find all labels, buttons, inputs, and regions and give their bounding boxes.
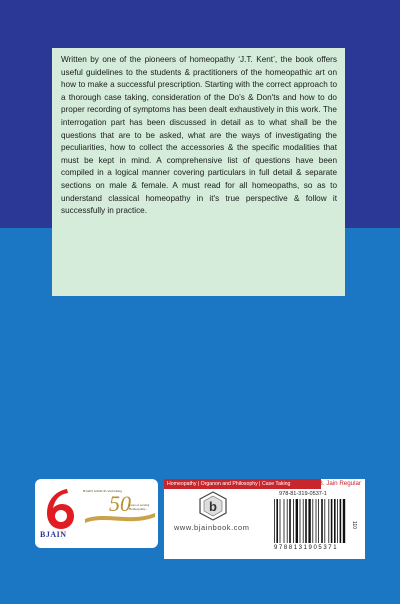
barcode-bar (337, 499, 338, 543)
blurb-box (52, 48, 345, 296)
barcode-bar (287, 499, 288, 543)
barcode-bar (324, 499, 325, 543)
barcode-bar (340, 499, 342, 543)
book-info-panel (164, 479, 365, 559)
barcode-bar (334, 499, 336, 543)
edition-label: B. Jain Regular (318, 480, 361, 487)
barcode-bar (300, 499, 301, 543)
barcode-bar (305, 499, 307, 543)
barcode-bar (321, 499, 323, 543)
barcode-bar (316, 499, 317, 543)
barcode-bar (274, 499, 275, 543)
barcode-bar (308, 499, 310, 543)
group-celebrating-text: BJAIN GROUP celebrating (83, 489, 122, 493)
barcode-bar (280, 499, 281, 543)
website-text: www.bjainbook.com (174, 523, 250, 532)
barcode-bar (328, 499, 329, 543)
barcode-bar (284, 499, 285, 543)
anniversary-text: years of serving Homeopathy... (129, 503, 150, 511)
blurb-text: Written by one of the pioneers of homeopathy ‘J.T. Kent’, the book offers useful guidelines to the students & practitioners of the homeopathic art on how to make a successful prescription. Starting with the correct approach to a thorough case taking, consideration of the Do’s & Don'ts and how to do proper recording of symptoms has been dealt exhaustively in this work. The interrogation part has been discussed in detail as to what shall be the questions that are to be asked, what are the ways of investigating the peculiarities, how to collect the accessories & the specific modalities that must be kept in mind. A comprehensive list of questions have been compiled in a logical manner covering particulars in full detail & separate sections on male & female. A must read for all homeopaths, so as to understand classical homeopathy in it's true perspective & follow it successfully in practice. (61, 55, 337, 216)
category-bar (164, 479, 365, 489)
side-code: 110 (351, 521, 357, 529)
barcode-bar (289, 499, 291, 543)
barcode-bar (318, 499, 319, 543)
bjain-b-logo-icon (198, 491, 228, 521)
svg-text:b: b (209, 499, 217, 514)
publisher-name: BJAIN (40, 530, 67, 539)
barcode-number: 9788131905371 (274, 545, 339, 551)
barcode-bar (303, 499, 304, 543)
publisher-logo-panel (35, 479, 158, 548)
barcode-bar (331, 499, 333, 543)
gold-ribbon-icon (85, 509, 155, 523)
category-text: Homeopathy | Organon and Philosophy | Case Taking (167, 481, 291, 487)
barcode-bar (296, 499, 298, 543)
barcode-bar (293, 499, 294, 543)
isbn-barcode (272, 499, 352, 543)
anniversary-number: 50 (109, 491, 131, 516)
barcode-bar (276, 499, 278, 543)
barcode-bar (312, 499, 313, 543)
isbn-text: 978-81-319-0537-1 (279, 491, 327, 497)
barcode-bar (343, 499, 345, 543)
